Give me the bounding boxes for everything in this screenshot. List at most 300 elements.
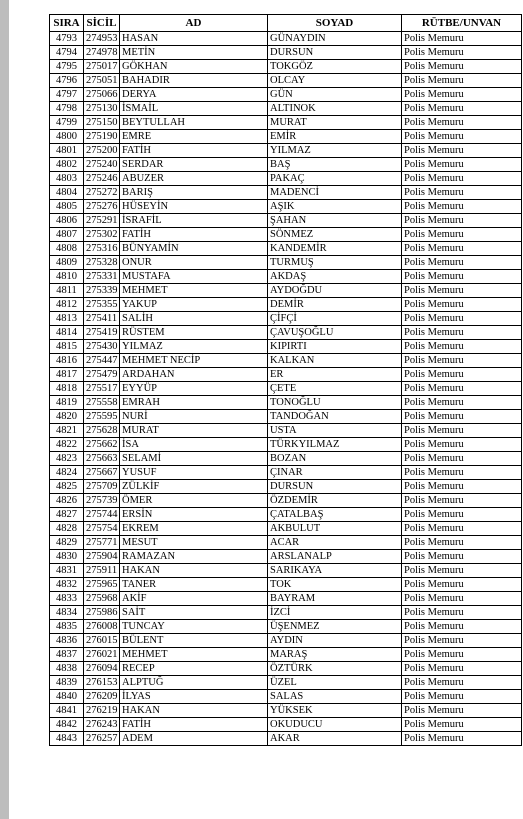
cell-rutbe: Polis Memuru: [402, 270, 522, 284]
cell-ad: EKREM: [120, 522, 268, 536]
cell-rutbe: Polis Memuru: [402, 200, 522, 214]
cell-sicil: 275662: [84, 438, 120, 452]
cell-sicil: 275066: [84, 88, 120, 102]
cell-rutbe: Polis Memuru: [402, 732, 522, 746]
cell-soyad: KALKAN: [268, 354, 402, 368]
cell-sira: 4808: [50, 242, 84, 256]
cell-ad: YAKUP: [120, 298, 268, 312]
table-row: [50, 242, 522, 256]
cell-ad: YUSUF: [120, 466, 268, 480]
table-row: [50, 144, 522, 158]
cell-soyad: AKBULUT: [268, 522, 402, 536]
cell-rutbe: Polis Memuru: [402, 438, 522, 452]
cell-sicil: 275316: [84, 242, 120, 256]
cell-soyad: TONOĞLU: [268, 396, 402, 410]
table-row: [50, 494, 522, 508]
cell-sira: 4839: [50, 676, 84, 690]
cell-sicil: 275744: [84, 508, 120, 522]
cell-sicil: 276257: [84, 732, 120, 746]
cell-sira: 4830: [50, 550, 84, 564]
cell-soyad: ÇATALBAŞ: [268, 508, 402, 522]
cell-rutbe: Polis Memuru: [402, 312, 522, 326]
cell-sira: 4832: [50, 578, 84, 592]
cell-ad: EMRAH: [120, 396, 268, 410]
cell-ad: İSA: [120, 438, 268, 452]
cell-sicil: 274978: [84, 46, 120, 60]
table-row: [50, 592, 522, 606]
cell-ad: ARDAHAN: [120, 368, 268, 382]
cell-ad: MEHMET: [120, 648, 268, 662]
cell-rutbe: Polis Memuru: [402, 284, 522, 298]
cell-soyad: ÇAVUŞOĞLU: [268, 326, 402, 340]
table-row: [50, 116, 522, 130]
cell-sicil: 275447: [84, 354, 120, 368]
table-row: [50, 102, 522, 116]
cell-sicil: 275246: [84, 172, 120, 186]
cell-rutbe: Polis Memuru: [402, 606, 522, 620]
cell-sicil: 275190: [84, 130, 120, 144]
table-row: [50, 214, 522, 228]
cell-ad: ABUZER: [120, 172, 268, 186]
cell-sicil: 275517: [84, 382, 120, 396]
table-body: [50, 32, 522, 746]
header-sira: SIRA: [50, 15, 84, 32]
cell-ad: HAKAN: [120, 564, 268, 578]
cell-sicil: 275355: [84, 298, 120, 312]
cell-rutbe: Polis Memuru: [402, 494, 522, 508]
cell-soyad: BAYRAM: [268, 592, 402, 606]
table-row: [50, 690, 522, 704]
cell-ad: HÜSEYİN: [120, 200, 268, 214]
table-row: [50, 424, 522, 438]
cell-sira: 4837: [50, 648, 84, 662]
cell-soyad: İZCİ: [268, 606, 402, 620]
table-row: [50, 130, 522, 144]
table-row: [50, 228, 522, 242]
cell-rutbe: Polis Memuru: [402, 102, 522, 116]
cell-sira: 4796: [50, 74, 84, 88]
cell-rutbe: Polis Memuru: [402, 228, 522, 242]
cell-soyad: ÇETE: [268, 382, 402, 396]
cell-ad: SELAMİ: [120, 452, 268, 466]
cell-soyad: OKUDUCU: [268, 718, 402, 732]
cell-sira: 4835: [50, 620, 84, 634]
cell-sira: 4807: [50, 228, 84, 242]
cell-soyad: SÖNMEZ: [268, 228, 402, 242]
cell-ad: HAKAN: [120, 704, 268, 718]
cell-rutbe: Polis Memuru: [402, 74, 522, 88]
cell-ad: FATİH: [120, 228, 268, 242]
cell-ad: İLYAS: [120, 690, 268, 704]
table-row: [50, 340, 522, 354]
cell-ad: EMRE: [120, 130, 268, 144]
cell-ad: HASAN: [120, 32, 268, 46]
table-row: [50, 676, 522, 690]
cell-sira: 4828: [50, 522, 84, 536]
cell-rutbe: Polis Memuru: [402, 298, 522, 312]
cell-ad: FATİH: [120, 718, 268, 732]
cell-sira: 4822: [50, 438, 84, 452]
cell-soyad: ALTINOK: [268, 102, 402, 116]
cell-sira: 4813: [50, 312, 84, 326]
table-row: [50, 410, 522, 424]
cell-rutbe: Polis Memuru: [402, 676, 522, 690]
header-rutbe: RÜTBE/UNVAN: [402, 15, 522, 32]
table-row: [50, 46, 522, 60]
table-row: [50, 298, 522, 312]
table-row: [50, 466, 522, 480]
header-sicil: SİCİL: [84, 15, 120, 32]
cell-ad: NURİ: [120, 410, 268, 424]
table-row: [50, 60, 522, 74]
cell-sira: 4842: [50, 718, 84, 732]
table-row: [50, 312, 522, 326]
cell-sicil: 276021: [84, 648, 120, 662]
cell-sira: 4826: [50, 494, 84, 508]
cell-sicil: 275911: [84, 564, 120, 578]
cell-sicil: 275276: [84, 200, 120, 214]
cell-sira: 4804: [50, 186, 84, 200]
table-row: [50, 648, 522, 662]
cell-sira: 4843: [50, 732, 84, 746]
table-row: [50, 326, 522, 340]
cell-ad: SAİT: [120, 606, 268, 620]
cell-rutbe: Polis Memuru: [402, 480, 522, 494]
cell-sicil: 275331: [84, 270, 120, 284]
cell-sicil: 275754: [84, 522, 120, 536]
cell-sicil: 275663: [84, 452, 120, 466]
cell-soyad: ÖZDEMİR: [268, 494, 402, 508]
cell-ad: MEHMET NECİP: [120, 354, 268, 368]
cell-rutbe: Polis Memuru: [402, 634, 522, 648]
cell-sira: 4816: [50, 354, 84, 368]
cell-sira: 4793: [50, 32, 84, 46]
page-edge-strip: [0, 0, 9, 819]
cell-sicil: 275968: [84, 592, 120, 606]
cell-ad: GÖKHAN: [120, 60, 268, 74]
cell-sira: 4838: [50, 662, 84, 676]
cell-ad: SERDAR: [120, 158, 268, 172]
cell-sira: 4810: [50, 270, 84, 284]
header-row: [50, 15, 522, 32]
cell-sira: 4809: [50, 256, 84, 270]
cell-soyad: AYDOĞDU: [268, 284, 402, 298]
cell-rutbe: Polis Memuru: [402, 144, 522, 158]
cell-ad: İSMAİL: [120, 102, 268, 116]
cell-soyad: ÇİFÇİ: [268, 312, 402, 326]
cell-ad: MEHMET: [120, 284, 268, 298]
cell-soyad: TANDOĞAN: [268, 410, 402, 424]
cell-sicil: 275709: [84, 480, 120, 494]
cell-ad: FATİH: [120, 144, 268, 158]
cell-rutbe: Polis Memuru: [402, 326, 522, 340]
cell-rutbe: Polis Memuru: [402, 130, 522, 144]
cell-soyad: ACAR: [268, 536, 402, 550]
cell-sicil: 275419: [84, 326, 120, 340]
cell-sicil: 276209: [84, 690, 120, 704]
cell-rutbe: Polis Memuru: [402, 410, 522, 424]
cell-ad: ALPTUĞ: [120, 676, 268, 690]
cell-sicil: 275272: [84, 186, 120, 200]
cell-rutbe: Polis Memuru: [402, 522, 522, 536]
cell-rutbe: Polis Memuru: [402, 172, 522, 186]
cell-soyad: AKDAŞ: [268, 270, 402, 284]
cell-soyad: ÖZTÜRK: [268, 662, 402, 676]
cell-sira: 4827: [50, 508, 84, 522]
cell-rutbe: Polis Memuru: [402, 508, 522, 522]
cell-ad: RAMAZAN: [120, 550, 268, 564]
cell-soyad: KIPIRTI: [268, 340, 402, 354]
cell-sicil: 275667: [84, 466, 120, 480]
cell-ad: BARIŞ: [120, 186, 268, 200]
cell-soyad: GÜNAYDIN: [268, 32, 402, 46]
cell-rutbe: Polis Memuru: [402, 214, 522, 228]
cell-sira: 4825: [50, 480, 84, 494]
cell-soyad: YILMAZ: [268, 144, 402, 158]
cell-sira: 4811: [50, 284, 84, 298]
cell-ad: ZÜLKİF: [120, 480, 268, 494]
cell-soyad: TOK: [268, 578, 402, 592]
cell-soyad: USTA: [268, 424, 402, 438]
cell-soyad: GÜN: [268, 88, 402, 102]
table-row: [50, 480, 522, 494]
table-row: [50, 704, 522, 718]
cell-rutbe: Polis Memuru: [402, 116, 522, 130]
cell-soyad: BAŞ: [268, 158, 402, 172]
cell-sira: 4814: [50, 326, 84, 340]
cell-soyad: KANDEMİR: [268, 242, 402, 256]
cell-sira: 4823: [50, 452, 84, 466]
cell-sira: 4797: [50, 88, 84, 102]
cell-rutbe: Polis Memuru: [402, 550, 522, 564]
cell-sira: 4805: [50, 200, 84, 214]
cell-ad: METİN: [120, 46, 268, 60]
table-row: [50, 382, 522, 396]
cell-rutbe: Polis Memuru: [402, 648, 522, 662]
cell-soyad: MURAT: [268, 116, 402, 130]
cell-soyad: YÜKSEK: [268, 704, 402, 718]
cell-ad: BÜNYAMİN: [120, 242, 268, 256]
cell-rutbe: Polis Memuru: [402, 564, 522, 578]
table-header: [50, 15, 522, 32]
cell-sira: 4817: [50, 368, 84, 382]
cell-rutbe: Polis Memuru: [402, 718, 522, 732]
table-row: [50, 158, 522, 172]
cell-sira: 4834: [50, 606, 84, 620]
cell-sicil: 275628: [84, 424, 120, 438]
cell-sicil: 276015: [84, 634, 120, 648]
table-row: [50, 186, 522, 200]
cell-ad: DERYA: [120, 88, 268, 102]
cell-sicil: 275291: [84, 214, 120, 228]
table-row: [50, 368, 522, 382]
personnel-table: [49, 14, 522, 746]
cell-sira: 4812: [50, 298, 84, 312]
cell-ad: AKİF: [120, 592, 268, 606]
cell-ad: BEYTULLAH: [120, 116, 268, 130]
cell-rutbe: Polis Memuru: [402, 592, 522, 606]
cell-sira: 4824: [50, 466, 84, 480]
cell-sicil: 276094: [84, 662, 120, 676]
cell-rutbe: Polis Memuru: [402, 354, 522, 368]
table-row: [50, 620, 522, 634]
cell-soyad: BOZAN: [268, 452, 402, 466]
cell-sicil: 275150: [84, 116, 120, 130]
table-row: [50, 732, 522, 746]
cell-soyad: SARIKAYA: [268, 564, 402, 578]
cell-soyad: ŞAHAN: [268, 214, 402, 228]
cell-rutbe: Polis Memuru: [402, 340, 522, 354]
cell-rutbe: Polis Memuru: [402, 88, 522, 102]
table-row: [50, 522, 522, 536]
cell-soyad: PAKAÇ: [268, 172, 402, 186]
cell-sira: 4819: [50, 396, 84, 410]
table-row: [50, 508, 522, 522]
cell-sicil: 275411: [84, 312, 120, 326]
cell-soyad: ÇINAR: [268, 466, 402, 480]
cell-soyad: AKAR: [268, 732, 402, 746]
cell-rutbe: Polis Memuru: [402, 242, 522, 256]
cell-sicil: 275302: [84, 228, 120, 242]
cell-rutbe: Polis Memuru: [402, 46, 522, 60]
cell-ad: MUSTAFA: [120, 270, 268, 284]
cell-sicil: 275558: [84, 396, 120, 410]
cell-sira: 4795: [50, 60, 84, 74]
cell-sira: 4836: [50, 634, 84, 648]
cell-sira: 4818: [50, 382, 84, 396]
cell-sira: 4841: [50, 704, 84, 718]
cell-sira: 4821: [50, 424, 84, 438]
table-row: [50, 270, 522, 284]
cell-sira: 4820: [50, 410, 84, 424]
cell-sicil: 275430: [84, 340, 120, 354]
cell-ad: İSRAFİL: [120, 214, 268, 228]
cell-rutbe: Polis Memuru: [402, 158, 522, 172]
cell-soyad: MADENCİ: [268, 186, 402, 200]
cell-rutbe: Polis Memuru: [402, 424, 522, 438]
cell-soyad: AYDIN: [268, 634, 402, 648]
cell-sira: 4802: [50, 158, 84, 172]
cell-sira: 4815: [50, 340, 84, 354]
cell-sicil: 275200: [84, 144, 120, 158]
cell-ad: ERSİN: [120, 508, 268, 522]
cell-soyad: TURMUŞ: [268, 256, 402, 270]
table-row: [50, 396, 522, 410]
cell-soyad: ARSLANALP: [268, 550, 402, 564]
cell-ad: TUNCAY: [120, 620, 268, 634]
cell-ad: RÜSTEM: [120, 326, 268, 340]
cell-sicil: 275017: [84, 60, 120, 74]
cell-ad: RECEP: [120, 662, 268, 676]
cell-sira: 4799: [50, 116, 84, 130]
table-row: [50, 606, 522, 620]
cell-soyad: ÜŞENMEZ: [268, 620, 402, 634]
cell-sira: 4806: [50, 214, 84, 228]
cell-sicil: 276008: [84, 620, 120, 634]
cell-sira: 4798: [50, 102, 84, 116]
cell-rutbe: Polis Memuru: [402, 60, 522, 74]
cell-soyad: DURSUN: [268, 46, 402, 60]
table-row: [50, 438, 522, 452]
cell-rutbe: Polis Memuru: [402, 662, 522, 676]
cell-sicil: 274953: [84, 32, 120, 46]
table-row: [50, 74, 522, 88]
cell-rutbe: Polis Memuru: [402, 704, 522, 718]
cell-soyad: ER: [268, 368, 402, 382]
table-row: [50, 578, 522, 592]
cell-soyad: ÜZEL: [268, 676, 402, 690]
cell-sira: 4800: [50, 130, 84, 144]
cell-ad: BAHADIR: [120, 74, 268, 88]
cell-sicil: 276243: [84, 718, 120, 732]
cell-sicil: 276153: [84, 676, 120, 690]
cell-rutbe: Polis Memuru: [402, 690, 522, 704]
cell-ad: BÜLENT: [120, 634, 268, 648]
cell-sicil: 275240: [84, 158, 120, 172]
cell-soyad: TÜRKYILMAZ: [268, 438, 402, 452]
cell-sira: 4794: [50, 46, 84, 60]
cell-rutbe: Polis Memuru: [402, 452, 522, 466]
table-row: [50, 452, 522, 466]
cell-sira: 4840: [50, 690, 84, 704]
cell-rutbe: Polis Memuru: [402, 186, 522, 200]
cell-soyad: DURSUN: [268, 480, 402, 494]
cell-ad: MESUT: [120, 536, 268, 550]
cell-soyad: OLCAY: [268, 74, 402, 88]
cell-sira: 4833: [50, 592, 84, 606]
table-row: [50, 284, 522, 298]
cell-rutbe: Polis Memuru: [402, 396, 522, 410]
cell-soyad: DEMİR: [268, 298, 402, 312]
table-row: [50, 88, 522, 102]
cell-rutbe: Polis Memuru: [402, 256, 522, 270]
table-row: [50, 536, 522, 550]
cell-sira: 4831: [50, 564, 84, 578]
cell-sicil: 275051: [84, 74, 120, 88]
cell-sicil: 275328: [84, 256, 120, 270]
cell-sicil: 275339: [84, 284, 120, 298]
header-soyad: SOYAD: [268, 15, 402, 32]
cell-rutbe: Polis Memuru: [402, 32, 522, 46]
table-row: [50, 550, 522, 564]
cell-rutbe: Polis Memuru: [402, 578, 522, 592]
table-row: [50, 662, 522, 676]
cell-soyad: TOKGÖZ: [268, 60, 402, 74]
table-row: [50, 200, 522, 214]
cell-sira: 4801: [50, 144, 84, 158]
cell-ad: EYYÜP: [120, 382, 268, 396]
cell-sicil: 275986: [84, 606, 120, 620]
cell-rutbe: Polis Memuru: [402, 536, 522, 550]
table-row: [50, 354, 522, 368]
table-row: [50, 32, 522, 46]
cell-sicil: 275739: [84, 494, 120, 508]
table-row: [50, 718, 522, 732]
cell-soyad: SALAS: [268, 690, 402, 704]
table-row: [50, 564, 522, 578]
header-ad: AD: [120, 15, 268, 32]
cell-ad: ÖMER: [120, 494, 268, 508]
cell-rutbe: Polis Memuru: [402, 620, 522, 634]
cell-ad: ADEM: [120, 732, 268, 746]
cell-rutbe: Polis Memuru: [402, 466, 522, 480]
cell-ad: MURAT: [120, 424, 268, 438]
cell-soyad: AŞIK: [268, 200, 402, 214]
cell-sicil: 276219: [84, 704, 120, 718]
cell-ad: YILMAZ: [120, 340, 268, 354]
cell-sicil: 275130: [84, 102, 120, 116]
table-row: [50, 172, 522, 186]
